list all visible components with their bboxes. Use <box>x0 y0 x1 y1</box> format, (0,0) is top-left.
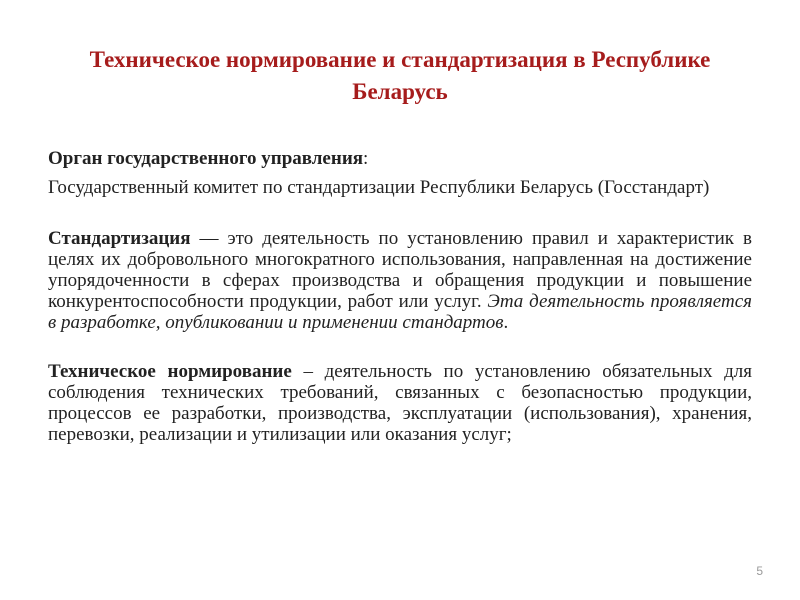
authority-heading-colon: : <box>363 148 369 169</box>
standardization-term: Стандартизация <box>48 228 191 249</box>
technical-regulation-paragraph <box>48 361 752 445</box>
standardization-end: . <box>503 312 509 333</box>
standardization-emphasis: Эта деятельность проявляется в разработке, опубликовании и применении стандартов <box>48 291 752 333</box>
authority-heading-line <box>48 148 752 169</box>
standardization-block <box>48 228 752 333</box>
technical-regulation-term: Техническое нормирование <box>48 361 292 382</box>
technical-regulation-block <box>48 361 752 445</box>
technical-regulation-definition: – деятельность по установлению обязательных для соблюдения технических требований, связанных с безопасностью продукции, процессов ее разработки, производства, эксплуатации (использования), хранения, перевозки, реализации и утилизации или оказания услуг; <box>48 361 752 445</box>
authority-text: Государственный комитет по стандартизации Республики Беларусь (Госстандарт) <box>48 177 710 198</box>
standardization-paragraph <box>48 228 752 333</box>
slide-body <box>48 148 752 445</box>
authority-heading: Орган государственного управления <box>48 148 364 169</box>
authority-block <box>48 148 752 198</box>
page-number: 5 <box>756 564 763 578</box>
slide-title: Техническое нормирование и стандартизация в Республике Беларусь <box>89 47 711 104</box>
standardization-definition: — это деятельность по установлению правил и характеристик в целях их добровольного многократного использования, направленная на достижение упорядоченности в сферах производства и обращения продукции и повышение конкурентоспособности продукции, работ или услуг. <box>48 228 752 312</box>
